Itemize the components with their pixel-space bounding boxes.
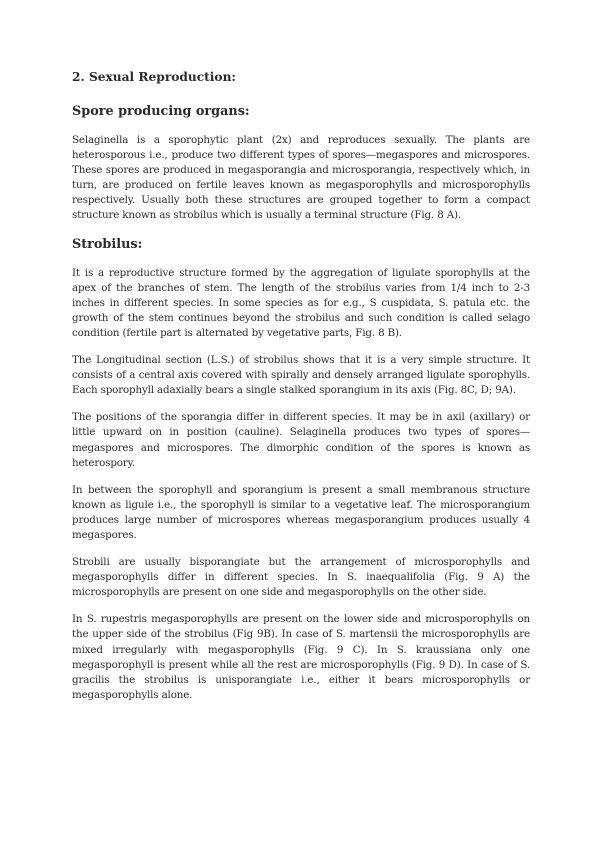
paragraph-sporangia-positions: The positions of the sporangia differ in different species. It may be in axil (axillary) or little upward on in position (cauline). Selaginella produces two types of spores—megaspores and microspores. The dimorphic condition of the spores is known as heterospory. [72,411,530,469]
strobilus-heading: Strobilus: [72,236,143,252]
paragraph-longitudinal-section: The Longitudinal section (L.S.) of strobilus shows that it is a very simple structure. It consists of a central axis covered with spirally and densely arranged ligulate sporophylls. Each sporophyll adaxially bears a single stalked sporangium in its axis (Fig. 8C, D; 9A). [72,354,530,397]
section-heading: 2. Sexual Reproduction: [72,70,236,84]
paragraph-ligule: In between the sporophyll and sporangium is present a small membranous structure known as ligule i.e., the sporophyll is similar to a vegetative leaf. The microsporangium produces large number of microspores whereas megasporangium produces usually 4 megaspores. [72,483,530,541]
spore-organs-heading: Spore producing organs: [72,104,250,119]
paragraph-selaginella-intro: Selaginella is a sporophytic plant (2x) and reproduces sexually. The plants are heterosporous i.e., produce two different types of spores—megaspores and microspores. These spores are produced in megasporangia and microsporangia, respectively which, in turn, are produced on fertile leaves known as megasporophylls and microsporophylls respectively. Usually both these structures are grouped together to form a compact structure known as strobilus which is usually a terminal structure (Fig. 8 A). [72,134,530,222]
paragraph-species-arrangements: In S. rupestris megasporophylls are present on the lower side and microsporophylls on the upper side of the strobilus (Fig 9B). In case of S. martensii the microsporophylls are mixed irregularly with megasporophylls (Fig. 9 C). In S. kraussiana only one megasporophyll is present while all the rest are microsporophylls (Fig. 9 D). In case of S. gracilis the strobilus is unisporangiate i.e., either it bears microsporophylls or megasporophylls alone. [72,613,530,701]
document-page [72,68,530,715]
paragraph-bisporangiate: Strobili are usually bisporangiate but the arrangement of microsporophylls and megasporophylls differ in different species. In S. inaequalifolia (Fig. 9 A) the microsporophylls are present on one side and megasporophylls on the other side. [72,556,530,599]
paragraph-strobilus-definition: It is a reproductive structure formed by the aggregation of ligulate sporophylls at the apex of the branches of stem. The length of the strobilus varies from 1/4 inch to 2-3 inches in different species. In some species as for e.g., S cuspidata, S. patula etc. the growth of the stem continues beyond the strobilus and such condition is called selago condition (fertile part is alternated by vegetative parts, Fig. 8 B). [72,266,530,339]
